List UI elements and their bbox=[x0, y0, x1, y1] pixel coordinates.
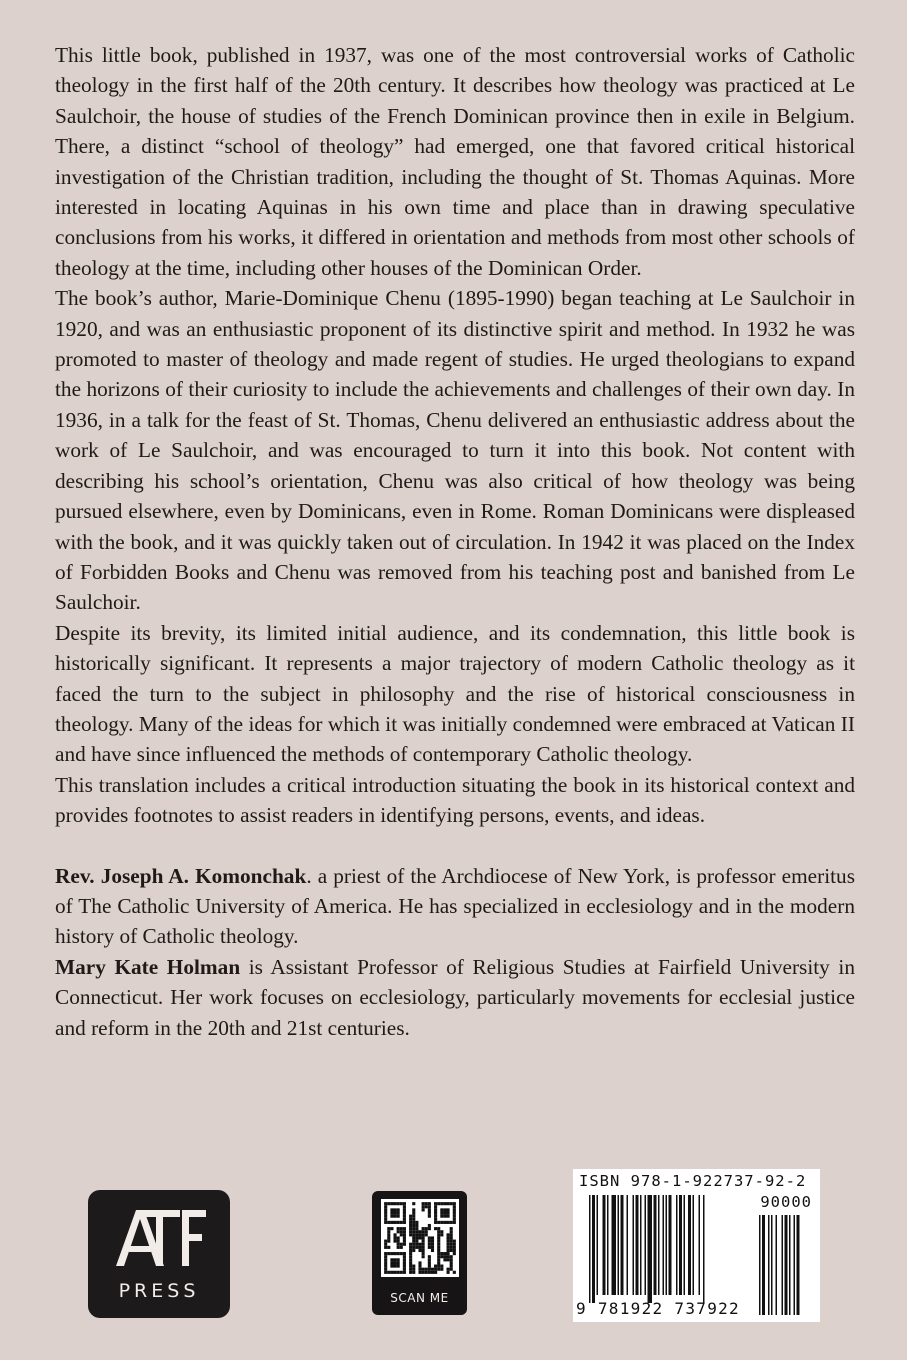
atf-press-logo bbox=[88, 1190, 230, 1318]
qr-scan-label: SCAN ME bbox=[390, 1291, 449, 1305]
barcode-digits: 9 781922 737922 bbox=[576, 1299, 740, 1318]
bio-name-holman: Mary Kate Holman bbox=[55, 954, 241, 979]
bio-name-komonchak: Rev. Joseph A. Komonchak bbox=[55, 863, 307, 888]
blurb-paragraph-1: This little book, published in 1937, was one of the most controversial works of Catholic theology in the first half of the 20th century. It describes how theology was practiced at Le Saulchoir, the house of studies of the French Dominican province then in exile in Belgium. There, a distinct “school of theology” had emerged, one that favored critical historical investigation of the Christian tradition, including the thought of St. Thomas Aquinas. More interested in locating Aquinas in his own time and place than in drawing speculative conclusions from his works, it differed in orientation and methods from most other schools of theology at the time, including other houses of the Dominican Order. bbox=[55, 43, 855, 280]
isbn-barcode bbox=[573, 1169, 820, 1322]
barcode-addon: 90000 bbox=[760, 1193, 812, 1211]
bio-text-holman: is Assistant Professor of Religious Studies at Fairfield University in Connecticut. Her work focuses on ecclesiology, particularly movements for ecclesial justice and reform in the 20th and 21st centuries. bbox=[55, 954, 855, 1040]
isbn-label: ISBN 978-1-922737-92-2 bbox=[579, 1172, 807, 1190]
bio-komonchak bbox=[55, 861, 855, 952]
atf-press-word: PRESS bbox=[118, 1280, 200, 1302]
qr-code-icon bbox=[381, 1199, 459, 1277]
blurb-paragraph-3: Despite its brevity, its limited initial audience, and its condemnation, this little book is historically significant. It represents a major trajectory of modern Catholic theology as it faced the turn to the subject in philosophy and the rise of historical consciousness in theology. Many of the ideas for which it was initially condemned were embraced at Vatican II and have since influenced the methods of contemporary Catholic theology. bbox=[55, 620, 855, 767]
bio-text-komonchak: . a priest of the Archdiocese of New York, is professor emeritus of The Catholic University of America. He has specialized in ecclesiology and in the modern history of Catholic theology. bbox=[55, 863, 855, 949]
section-spacer bbox=[55, 831, 855, 861]
bio-holman bbox=[55, 952, 855, 1043]
blurb-paragraph-2: The book’s author, Marie-Dominique Chenu (1895-1990) began teaching at Le Saulchoir in 1920, and was an enthusiastic proponent of its distinctive spirit and method. In 1932 he was promoted to master of theology and made regent of studies. He urged theologians to expand the horizons of their curiosity to include the achievements and challenges of their own day. In 1936, in a talk for the feast of St. Thomas, Chenu delivered an enthusiastic address about the work of Le Saulchoir, and was encouraged to turn it into this book. Not content with describing his school’s orientation, Chenu was also critical of how theology was being pursued elsewhere, even by Dominicans, even in Rome. Roman Dominicans were displeased with the book, and it was quickly taken out of circulation. In 1942 it was placed on the Index of Forbidden Books and Chenu was removed from his teaching post and banished from Le Saulchoir. bbox=[55, 286, 855, 615]
back-cover-text bbox=[55, 40, 855, 1043]
blurb-paragraph-4: This translation includes a critical introduction situating the book in its historical context and provides footnotes to assist readers in identifying persons, events, and ideas. bbox=[55, 772, 855, 828]
qr-code bbox=[372, 1191, 467, 1315]
